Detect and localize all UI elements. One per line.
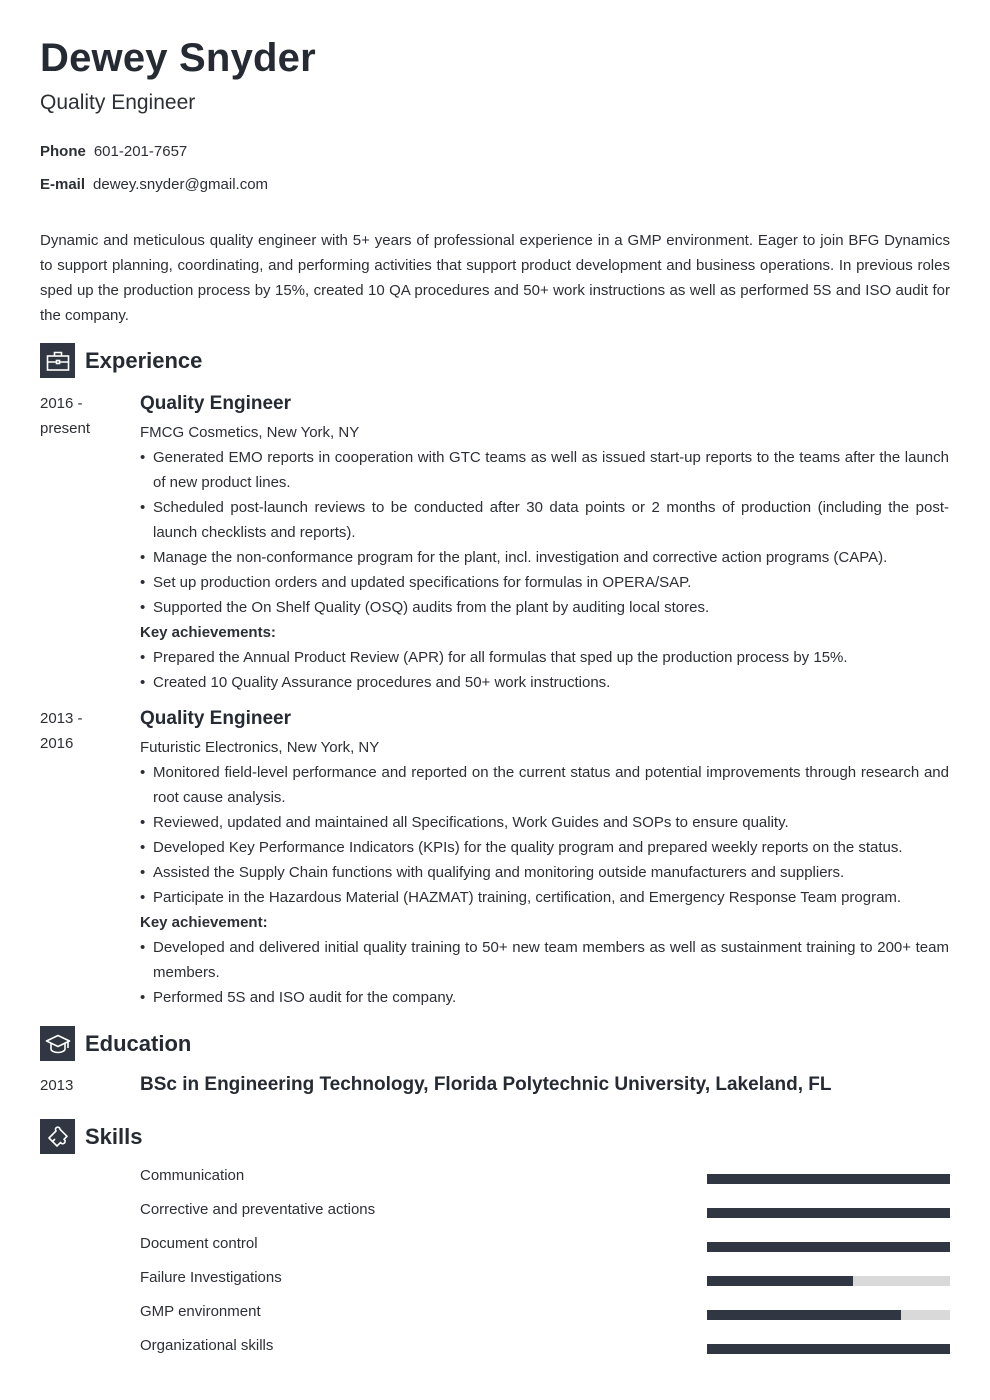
- skill-row: [140, 1269, 950, 1289]
- skills-section-header: [40, 1119, 142, 1154]
- skill-name: Document control: [140, 1235, 258, 1252]
- skill-name: Organizational skills: [140, 1337, 274, 1354]
- job-date-end: present: [40, 420, 91, 437]
- job-company: Futuristic Electronics, New York, NY: [140, 739, 380, 756]
- key-achievements-heading: Key achievement:: [140, 914, 268, 931]
- skill-level-fill: [707, 1344, 950, 1354]
- list-item: • Manage the non-conformance program for the plant, incl. investigation and corrective action programs (CAPA).: [140, 549, 888, 566]
- list-item: • Set up production orders and updated specifications for formulas in OPERA/SAP.: [140, 574, 692, 591]
- skill-level-bar: [707, 1310, 950, 1320]
- skill-level-fill: [707, 1310, 901, 1320]
- skill-level-fill: [707, 1174, 950, 1184]
- skills-heading: Skills: [85, 1123, 143, 1149]
- job-date-start: 2016 -: [40, 395, 83, 412]
- phone-value: 601-201-7657: [93, 143, 188, 160]
- list-item: • Reviewed, updated and maintained all Specifications, Work Guides and SOPs to ensure quality.: [140, 814, 789, 831]
- email-label: E-mail: [40, 176, 86, 193]
- briefcase-icon: [40, 343, 75, 378]
- list-item: • Developed and delivered initial quality training to 50+ new team members as well as sustainment training to 200+ team members.: [140, 939, 949, 981]
- skill-level-bar: [707, 1276, 950, 1286]
- skill-level-fill: [707, 1276, 853, 1286]
- education-degree: BSc in Engineering Technology, Florida Polytechnic University, Lakeland, FL: [140, 1074, 832, 1095]
- job-company: FMCG Cosmetics, New York, NY: [140, 424, 360, 441]
- skill-row: [140, 1337, 950, 1357]
- list-item: • Participate in the Hazardous Material (HAZMAT) training, certification, and Emergency Response Team program.: [140, 889, 902, 906]
- skill-name: GMP environment: [140, 1303, 261, 1320]
- skill-row: [140, 1235, 950, 1255]
- job-details: [140, 706, 949, 1010]
- summary-paragraph: Dynamic and meticulous quality engineer with 5+ years of professional experience in a GMP environment. Eager to join BFG Dynamics to support planning, coordinating, and performing activities that support product development and business operations. In previous roles sped up the production process by 15%, created 10 QA procedures and 50+ work instructions as well as performed 5S and ISO audit for the company.: [40, 232, 950, 324]
- list-item: • Performed 5S and ISO audit for the company.: [140, 989, 457, 1006]
- contact-email: [40, 176, 268, 193]
- job-dates: [40, 391, 120, 441]
- skill-level-bar: [707, 1208, 950, 1218]
- job-duties-list: [140, 445, 949, 620]
- contact-phone: [40, 143, 187, 160]
- list-item: • Created 10 Quality Assurance procedures and 50+ work instructions.: [140, 674, 611, 691]
- candidate-name: Dewey Snyder: [40, 36, 316, 80]
- list-item: • Scheduled post-launch reviews to be conducted after 30 data points or 2 months of production (including the post-launch checklists and reports).: [140, 499, 949, 541]
- list-item: • Supported the On Shelf Quality (OSQ) audits from the plant by auditing local stores.: [140, 599, 710, 616]
- job-dates: [40, 706, 120, 756]
- education-year: 2013: [40, 1077, 74, 1094]
- job-details: [140, 391, 949, 695]
- list-item: • Generated EMO reports in cooperation with GTC teams as well as issued start-up reports to the teams after the launch of new product lines.: [140, 449, 949, 491]
- skill-row: [140, 1167, 950, 1187]
- job-role: Quality Engineer: [140, 393, 291, 414]
- skill-level-fill: [707, 1208, 950, 1218]
- skill-name: Communication: [140, 1167, 245, 1184]
- list-item: • Developed Key Performance Indicators (KPIs) for the quality program and prepared weekly reports on the status.: [140, 839, 903, 856]
- key-achievements-list: [140, 645, 949, 695]
- skill-name: Corrective and preventative actions: [140, 1201, 376, 1218]
- skill-level-bar: [707, 1344, 950, 1354]
- graduation-cap-icon: [40, 1026, 75, 1061]
- experience-section-header: [40, 343, 202, 378]
- experience-heading: Experience: [85, 347, 203, 373]
- education-section-header: [40, 1026, 191, 1061]
- job-role: Quality Engineer: [140, 708, 291, 729]
- list-item: • Prepared the Annual Product Review (APR) for all formulas that sped up the production process by 15%.: [140, 649, 848, 666]
- job-date-end: 2016: [40, 735, 74, 752]
- list-item: • Monitored field-level performance and reported on the current status and potential improvements through research and root cause analysis.: [140, 764, 949, 806]
- skill-name: Failure Investigations: [140, 1269, 282, 1286]
- phone-label: Phone: [40, 143, 86, 160]
- candidate-title: Quality Engineer: [40, 91, 196, 114]
- email-value: dewey.snyder@gmail.com: [93, 176, 269, 193]
- skill-level-bar: [707, 1242, 950, 1252]
- skill-row: [140, 1303, 950, 1323]
- skill-row: [140, 1201, 950, 1221]
- skill-level-bar: [707, 1174, 950, 1184]
- skill-level-fill: [707, 1242, 950, 1252]
- puzzle-icon: [40, 1119, 75, 1154]
- education-heading: Education: [85, 1030, 192, 1056]
- job-duties-list: [140, 760, 949, 910]
- key-achievements-list: [140, 935, 949, 1010]
- key-achievements-heading: Key achievements:: [140, 624, 276, 641]
- list-item: • Assisted the Supply Chain functions with qualifying and monitoring outside manufacturers and suppliers.: [140, 864, 845, 881]
- job-date-start: 2013 -: [40, 710, 83, 727]
